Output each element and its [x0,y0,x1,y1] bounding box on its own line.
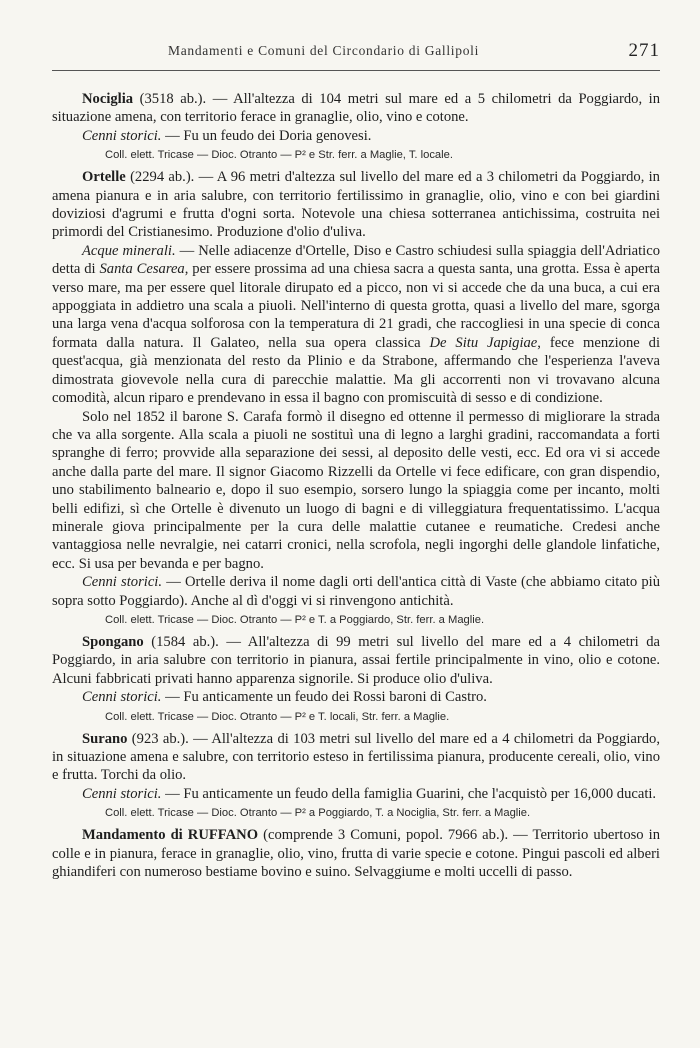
mandamento-paragraph [52,826,660,881]
history-paragraph [52,688,660,706]
history-paragraph [52,573,660,610]
description: — All'altezza di 103 metri sul livello del mare ed a 4 chilometri da Poggiardo, in situazione amena e salubre, con territorio esteso in fertilissima pianura, producente cereali, olio, vino e frutta. Torchi da olio. [52,730,660,784]
history-text: — Fu anticamente un feudo dei Rossi baroni di Castro. [161,689,487,706]
entry-surano [52,730,660,822]
history-label: Cenni storici. [82,785,162,802]
page-number: 271 [628,40,660,61]
place-name: Santa Cesarea [99,261,185,278]
admin-note: Coll. elett. Tricase — Dioc. Otranto — P² a Poggiardo, T. a Nociglia, Str. ferr. a Maglie. [105,807,531,820]
comune-name: Ortelle [82,169,126,186]
mandamento-meta: (comprende 3 Comuni, popol. 7966 ab.). [263,827,509,844]
history-text: — Fu anticamente un feudo della famiglia Guarini, che l'acquistò per 16,000 ducati. [161,785,657,802]
history-paragraph [52,127,660,145]
mineral-waters-text: , fece menzione di quest'acqua, già menzionata del resto da Plinio e da Strabone, affermando che l'esperienza l'aveva dimostrata giovevole nella cura di parecchie malattie. Ma gli accorrenti non vi trovavano alcuna comodità, alcun riparo e prendevano in essa il bagno con promiscuità di sesso e di condizione. [52,334,661,407]
population: (3518 ab.). [139,91,207,107]
entry-spongano [52,633,660,725]
history-text: — Ortelle deriva il nome dagli orti dell'antica città di Vaste (che abbiamo citato più sopra sotto Poggiardo). Anche al dì d'oggi vi si rinvengono antichità. [52,574,660,609]
bath-history-paragraph: Solo nel 1852 il barone S. Carafa formò il disegno ed ottenne il permesso di migliorare la strada che va alla sorgente. Alla scala a piuoli ne sostituì una di legno a larghi gradini, raccomandata a forti spranghe di ferro; provvide alla separazione dei sessi, al deposito delle vesti, ecc. Ed ora vi si accede anche dalla parte del mare. Il signor Giacomo Rizzelli da Ortelle vi fece edificare, con gran dispendio, uno stabilimento balneario e, dopo il suo esempio, sorsero lungo la spiaggia come per incanto, molti belli edifizi, sì che Ortelle è divenuto un luogo di bagni e di villeggiatura frequentatissimo. L'acqua minerale giova principalmente per la cura delle malattie cutanee e reumatiche. Credesi anche vantaggiosa nelle nevralgie, nei catarri cronici, nella scrofola, negli ingorghi delle glandole linfatiche, ecc. Si usa per bevanda e per bagno. [52,408,660,572]
entry-nociglia [52,90,660,163]
page-body [52,90,660,886]
description: — A 96 metri d'altezza sul livello del mare ed a 3 chilometri da Poggiardo, in amena pianura e in aria salubre, con territorio fertilissimo in granaglie, olio, vino e con bei giardini doviziosi d'agrumi e frutta d'ogni sorta. Notevole una chiesa sotterranea antichissima, costruita nei primordi del Cristianesimo. Produzione d'olio d'uliva. [52,169,660,241]
admin-note: Coll. elett. Tricase — Dioc. Otranto — P² e T. locali, Str. ferr. a Maglie. [105,710,450,723]
page-header [52,40,660,71]
history-text: — Fu un feudo dei Doria genovesi. [161,127,372,144]
comune-name: Spongano [82,633,144,650]
entry-paragraph [52,730,660,785]
entry-paragraph [52,90,660,127]
mineral-waters-paragraph [52,242,660,408]
entry-paragraph [52,633,660,688]
mineral-waters-text: — Nelle adiacenze d'Ortelle, Diso e Castro schiudesi sulla spiaggia dell'Adriatico detta di [52,242,660,278]
history-label: Cenni storici. [82,574,162,591]
entry-ortelle [52,168,660,628]
description: — All'altezza di 104 metri sul mare ed a 5 chilometri da Poggiardo, in situazione amena, con territorio ferace in granaglie, olio, vino e cotone. [52,91,660,126]
history-label: Cenni storici. [82,689,162,706]
admin-note: Coll. elett. Tricase — Dioc. Otranto — P² e Str. ferr. a Maglie, T. locale. [105,149,453,162]
history-label: Cenni storici. [82,127,162,144]
mineral-waters-text: , per essere prossima ad una chiesa sacra a questa santa, una grotta. Essa è aperta verso mare, ma per essere quel litorale dirupato ed a picco, non vi si accede che da una buca, a cui era appoggiata in addietro una scala a piuoli. Nell'interno di questa grotta, quasi a livello del mare, sgorga una larga vena d'acqua solforosa con la temperatura di 21 gradi, che raccogliesi in una specie di conca formata dalla natura. Il Galateo, nella sua opera classica [52,261,660,351]
work-title: De Situ Japigiae [429,334,538,351]
history-paragraph [52,785,660,803]
comune-name: Surano [82,730,128,747]
population: (923 ab.). [131,730,189,747]
mineral-waters-label: Acque minerali. [82,242,176,259]
mandamento-title: Mandamento di RUFFANO [82,827,259,844]
entry-paragraph [52,168,660,242]
description: — All'altezza di 99 metri sul livello del mare ed a 4 chilometri da Poggiardo, in aria salubre con territorio in pianura, assai fertile principalmente in vino, olio e cotone. Alcuni fabbricati privati hanno apparenza signorile. Si produce olio d'uliva. [52,633,660,687]
mandamento-text: — Territorio ubertoso in colle e in pianura, ferace in granaglie, olio, vino, frutta di varie specie e cotone. Pingui pascoli ed alberi ghiandiferi con numeroso bestiame bovino e suino. Selvaggiume e molti uccelli di passo. [52,827,660,881]
mandamento-ruffano [52,826,660,881]
comune-name: Nociglia [82,91,134,107]
running-title: Mandamenti e Comuni del Circondario di Gallipoli [168,43,480,58]
population: (1584 ab.). [151,633,219,650]
population: (2294 ab.). [130,169,195,186]
admin-note: Coll. elett. Tricase — Dioc. Otranto — P² e T. a Poggiardo, Str. ferr. a Maglie. [105,613,485,626]
